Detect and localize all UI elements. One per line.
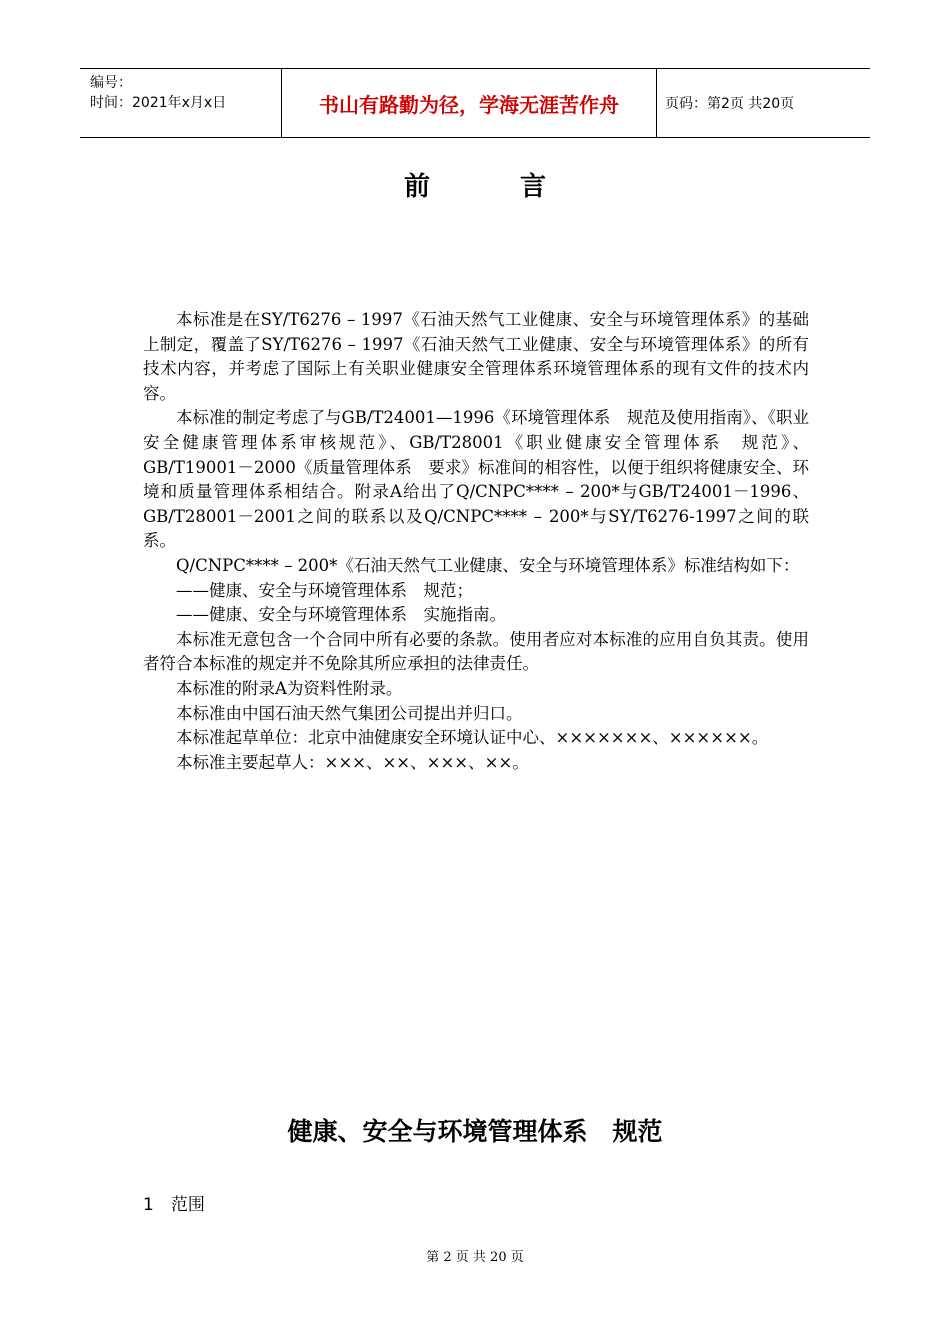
- section-heading: 1 范围: [143, 1195, 205, 1215]
- preface-paragraph: 本标准的制定考虑了与GB/T24001—1996《环境管理体系 规范及使用指南》、《职业安全健康管理体系审核规范》、GB/T28001《职业健康安全管理体系 规范》、GB/T19001－2000《质量管理体系 要求》标准间的相容性，以便于组织将健康安全、环境和质量管理体系相结合。附录A给出了Q/CNPC**** – 200*与GB/T24001－1996、GB/T28001－2001之间的联系以及Q/CNPC**** – 200*与SY/T6276-1997之间的联系。: [143, 408, 809, 551]
- preface-paragraph: 本标准由中国石油天然气集团公司提出并归口。: [176, 703, 523, 723]
- preface-paragraph: 本标准无意包含一个合同中所有必要的条款。使用者应对本标准的应用自负其责。使用者符合本标准的规定并不免除其所应承担的法律责任。: [143, 629, 809, 674]
- header-date: 时间：2021年x月x日: [90, 95, 227, 111]
- preface-paragraph: Q/CNPC**** – 200*《石油天然气工业健康、安全与环境管理体系》标准结构如下：: [176, 555, 800, 575]
- preface-paragraph: 本标准起草单位：北京中油健康安全环境认证中心、×××××××、××××××。: [176, 728, 769, 748]
- header-motto: 书山有路勤为径，学海无涯苦作舟: [282, 69, 657, 137]
- preface-title: 前言: [403, 172, 636, 202]
- page-footer: 第 2 页 共 20 页: [426, 1250, 524, 1265]
- section-title: 健康、安全与环境管理体系 规范: [287, 1117, 663, 1146]
- header-number-label: 编号：: [90, 75, 132, 91]
- preface-body: [143, 308, 809, 775]
- preface-list-item: ——健康、安全与环境管理体系 实施指南。: [176, 605, 506, 625]
- preface-paragraph: 本标准主要起草人：×××、××、×××、××。: [176, 752, 529, 772]
- preface-list-item: ——健康、安全与环境管理体系 规范；: [176, 580, 473, 600]
- header-page-info: 页码：第2页 共20页: [665, 96, 795, 112]
- preface-paragraph: 本标准是在SY/T6276 – 1997《石油天然气工业健康、安全与环境管理体系》的基础上制定，覆盖了SY/T6276 – 1997《石油天然气工业健康、安全与环境管理体系》的所有技术内容，并考虑了国际上有关职业健康安全管理体系环境管理体系的现有文件的技术内容。: [143, 310, 809, 403]
- header-meta: [80, 69, 282, 137]
- preface-paragraph: 本标准的附录A为资料性附录。: [176, 678, 403, 698]
- page-header: [80, 68, 870, 138]
